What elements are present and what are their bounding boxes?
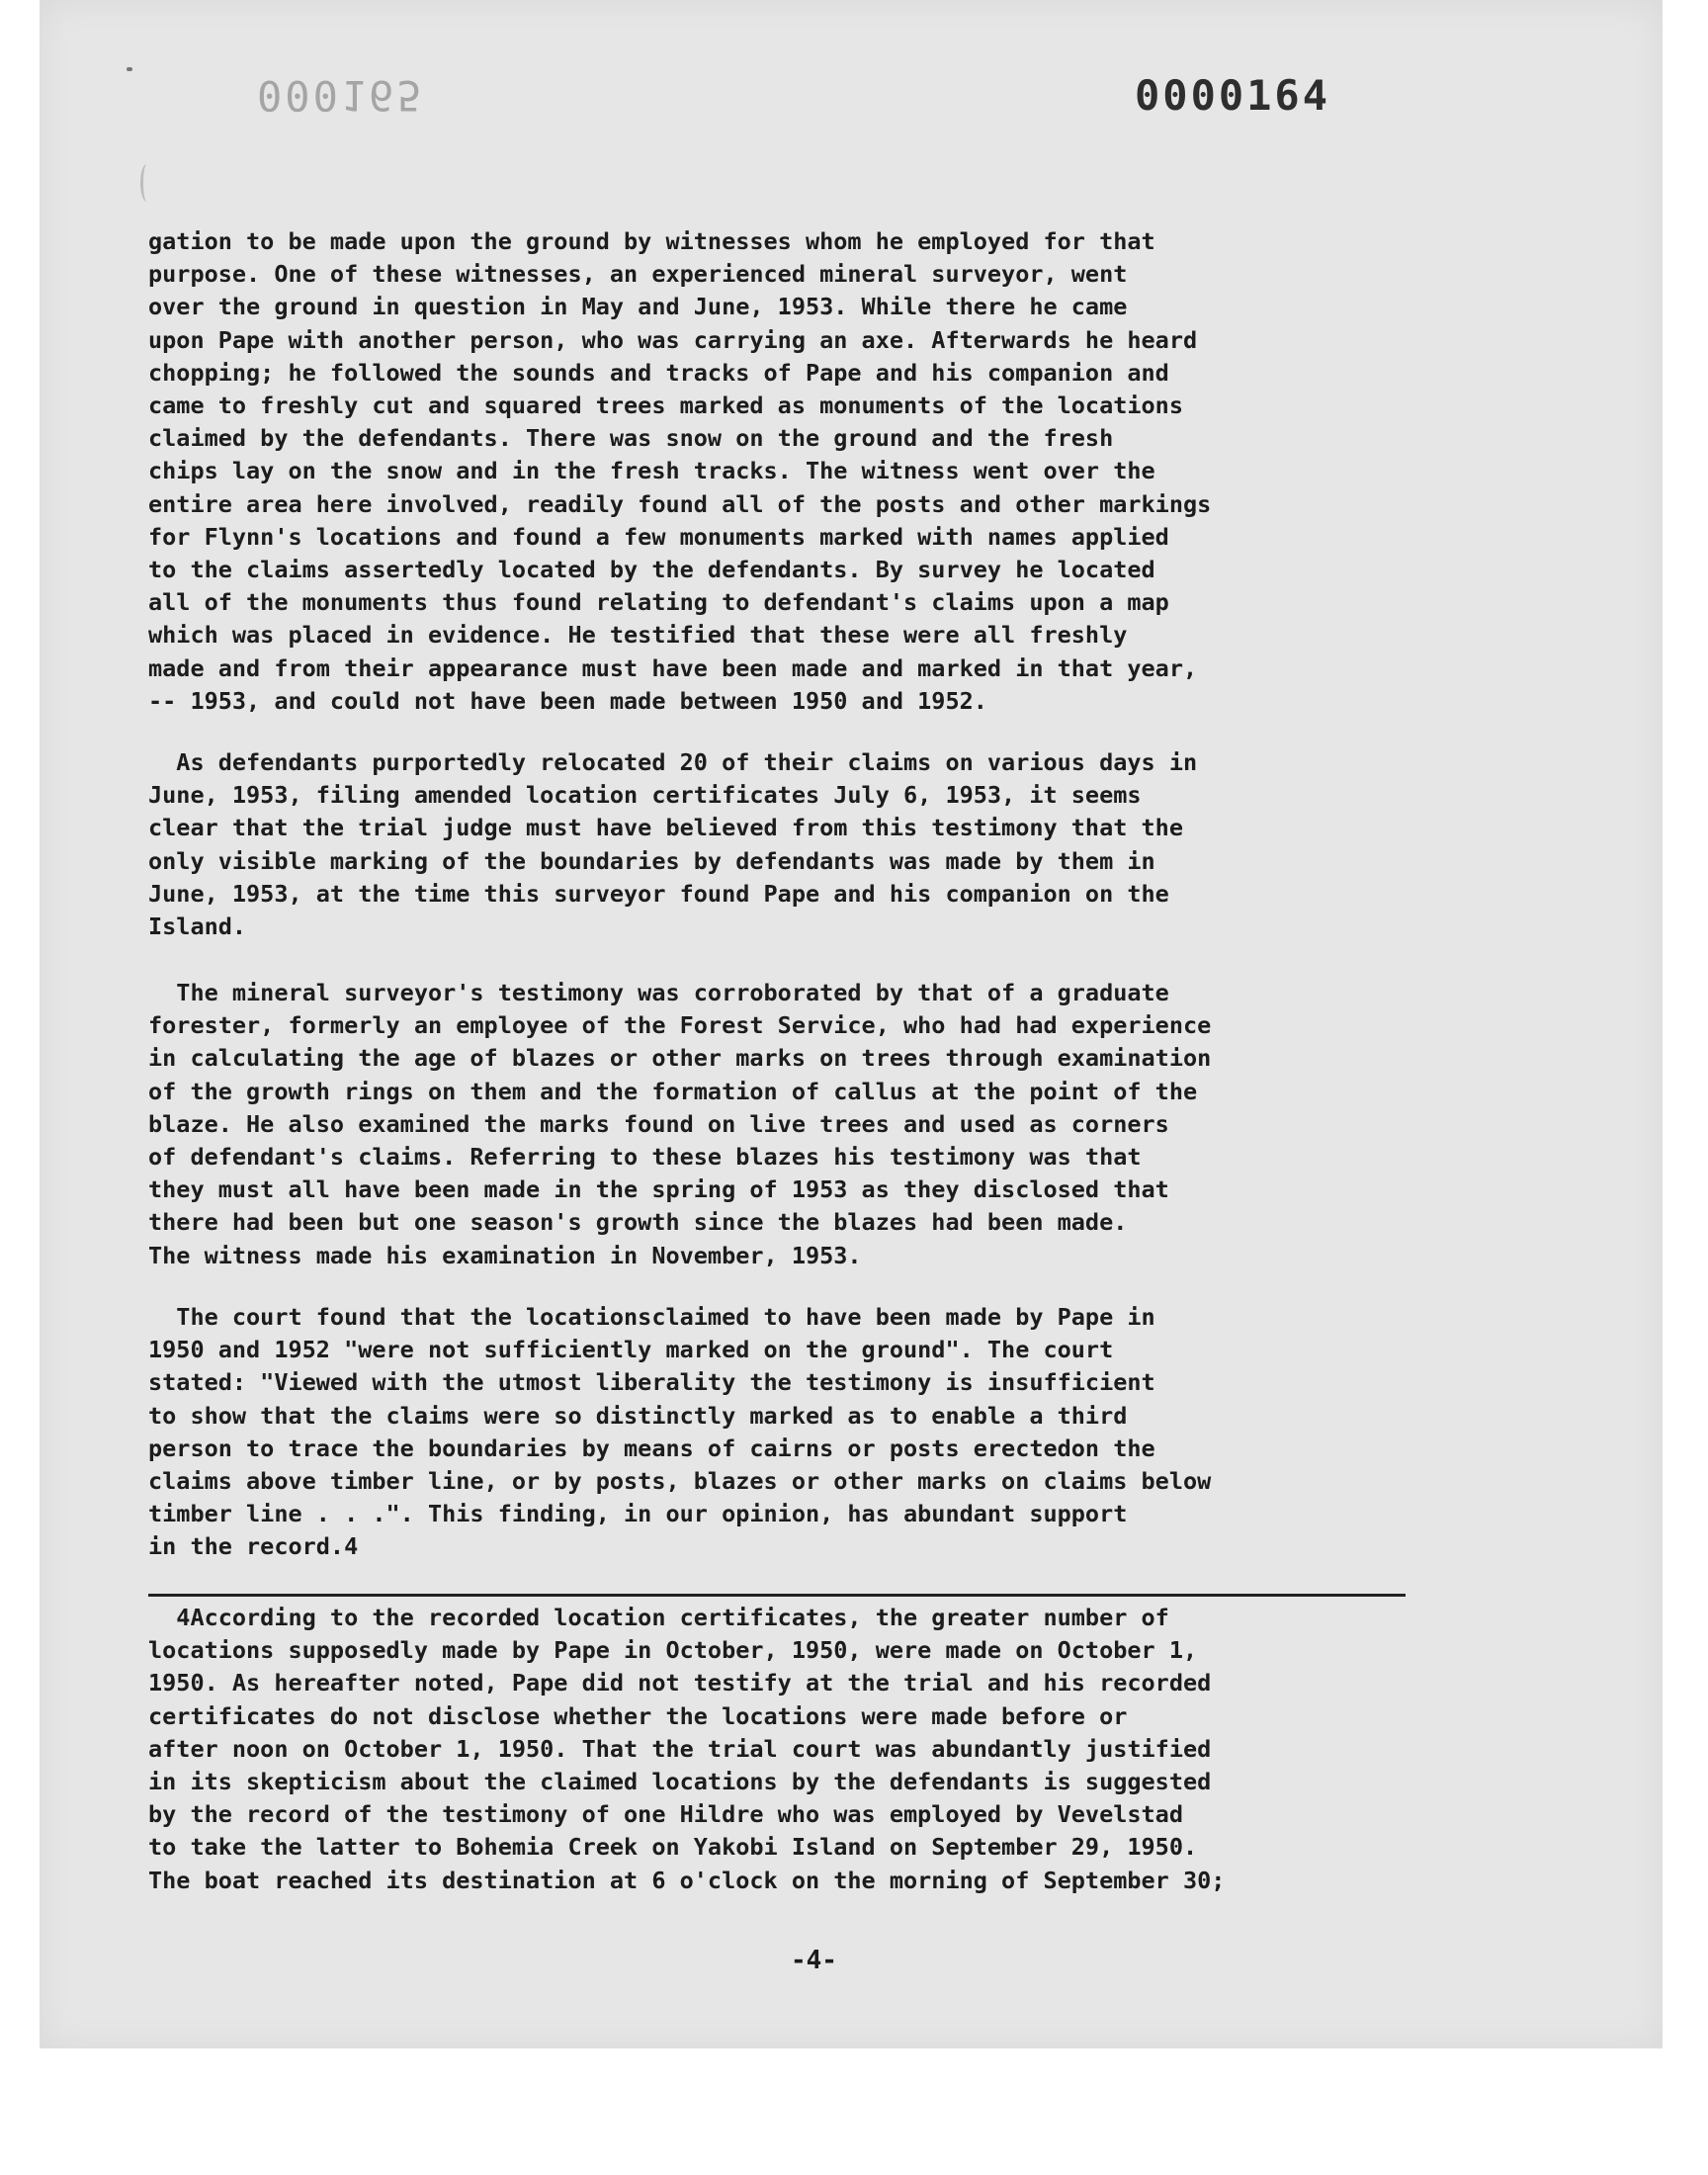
paper-mark — [140, 164, 153, 202]
footnote-divider — [148, 1594, 1406, 1597]
bleed-through-page-stamp: 000165 — [257, 71, 425, 120]
page-stamp-number: 0000164 — [1135, 71, 1331, 120]
page-number: -4- — [791, 1946, 837, 1975]
paragraph-4: The court found that the locationsclaimed to have been made by Pape in 1950 and 1952 "were not sufficiently marked on the ground". The court stated: "Viewed with the utmost liberality the testimony is insufficient to show that the claims were so distinctly marked as to enable a third person to trace the boundaries by means of cairns or posts erectedon the claims above timber line, or by posts, blazes or other marks on claims below timber line . . .". This finding, in our opinion, has abundant support in the record.4 — [148, 1303, 1212, 1561]
footnote: 4According to the recorded location certificates, the greater number of locations supposedly made by Pape in October, 1950, were made on October 1, 1950. As hereafter noted, Pape did not testify at the trial and his recorded certificates do not disclose whether the locations were made before or after noon on October 1, 1950. That the trial court was abundantly justified in its skepticism about the claimed locations by the defendants is suggested by the record of the testimony of one Hildre who was employed by Vevelstad to take the latter to Bohemia Creek on Yakobi Island on September 29, 1950. The boat reached its destination at 6 o'clock on the morning of September 30; — [148, 1604, 1226, 1894]
paper-speck — [127, 67, 132, 71]
paragraph-1: gation to be made upon the ground by witnesses whom he employed for that purpose. One of these witnesses, an experienced mineral surveyor, went over the ground in question in May and June, 1953. While there he came upon Pape with another person, who was carrying an axe. Afterwards he heard chopping; he followed the sounds and tracks of Pape and his companion and came to freshly cut and squared trees marked as monuments of the locations claimed by the defendants. There was snow on the ground and the fresh chips lay on the snow and in the fresh tracks. The witness went over the entire area here involved, readily found all of the posts and other markings for Flynn's locations and found a few monuments marked with names applied to the claims assertedly located by the defendants. By survey he located all of the monuments thus found relating to defendant's claims upon a map which was placed in evidence. He testified that these were all freshly made and from their appearance must have been made and marked in that year, -- 1953, and could not have been made between 1950 and 1952. — [148, 227, 1212, 715]
paragraph-2: As defendants purportedly relocated 20 of their claims on various days in June, 1953, filing amended location certificates July 6, 1953, it seems clear that the trial judge must have believed from this testimony that the only visible marking of the boundaries by defendants was made by them in June, 1953, at the time this surveyor found Pape and his companion on the Island. — [148, 748, 1198, 941]
paragraph-3: The mineral surveyor's testimony was corroborated by that of a graduate forester, formerly an employee of the Forest Service, who had had experience in calculating the age of blazes or other marks on trees through examination of the growth rings on them and the formation of callus at the point of the blaze. He also examined the marks found on live trees and used as corners of defendant's claims. Referring to these blazes his testimony was that they must all have been made in the spring of 1953 as they disclosed that there had been but one season's growth since the blazes had been made. The witness made his examination in November, 1953. — [148, 979, 1212, 1269]
